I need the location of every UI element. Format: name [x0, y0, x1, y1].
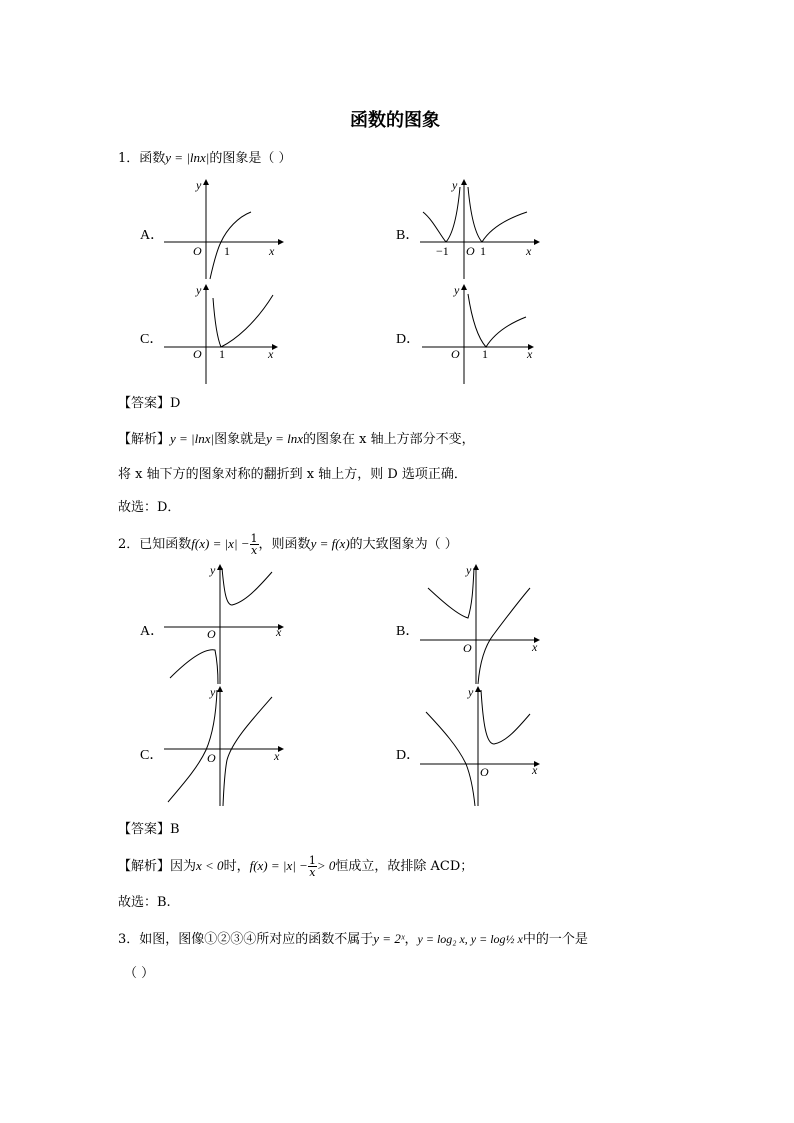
tick-neg1-label: −1 [436, 244, 449, 258]
origin-label: O [193, 347, 202, 361]
y-axis-arrow [461, 179, 467, 185]
curve-left [170, 650, 218, 684]
q1-analysis-suffix: 的图象在 x 轴上方部分不变， [303, 432, 475, 447]
y-axis-label: y [196, 178, 202, 192]
x-axis-label: x [268, 347, 274, 361]
curve [468, 294, 526, 347]
q1-analysis-prefix: 【解析】 [118, 432, 171, 447]
tick-1-label: 1 [482, 347, 488, 361]
q2-graph-d [418, 682, 548, 810]
q3-stem-line2: （ ） [124, 966, 155, 981]
curve [213, 295, 273, 347]
q1-answer: 【答案】D [118, 396, 181, 411]
q2-analysis-suffix: 恒成立，故排除 ACD； [335, 859, 474, 874]
q1-stem-math: y = |lnx| [165, 150, 210, 165]
tick-1-label: 1 [219, 347, 225, 361]
q3-stem-math2: y = log₂ x, y = log½ x [417, 932, 523, 946]
q1-graph-a [160, 175, 285, 283]
x-axis-label: x [274, 749, 280, 763]
q2-graph-b [418, 560, 548, 688]
curve-right [481, 690, 530, 744]
curve-ln [210, 212, 251, 279]
q2-graph-c [160, 682, 290, 810]
q2-stem-suffix: 的大致图象为（ ） [349, 537, 458, 552]
x-axis-label: x [276, 625, 282, 639]
q2-stem-math: f(x) = |x| − [191, 536, 250, 551]
origin-label: O [451, 347, 460, 361]
q1-option-d-label: D． [396, 332, 421, 347]
curve-left [168, 690, 217, 802]
q1-option-c-label: C． [140, 332, 164, 347]
origin-label: O [463, 641, 472, 655]
q2-option-c-label: C． [140, 748, 164, 763]
y-axis-label: y [454, 283, 460, 297]
q1-option-a-label: A． [140, 228, 165, 243]
q2-choice: 故选：B. [118, 895, 171, 910]
q3-stem-suffix: 中的一个是 [522, 932, 588, 947]
q1-analysis-math2: y = lnx [266, 431, 304, 446]
y-axis-arrow [217, 686, 223, 692]
curve-right [478, 588, 530, 684]
x-axis-label: x [532, 640, 538, 654]
origin-label: O [480, 765, 489, 779]
q2-stem-fraction [250, 533, 259, 556]
q2-graph-a [160, 560, 290, 688]
q2-analysis-frac-denominator: x [309, 866, 316, 879]
q3-stem [118, 931, 588, 948]
q1-choice: 故选：D． [118, 500, 181, 515]
x-axis-label: x [269, 244, 275, 258]
x-axis-arrow [534, 239, 540, 245]
tick-1-label: 1 [224, 244, 230, 258]
q1-analysis-math1: y = |lnx| [170, 431, 215, 446]
origin-label: O [207, 627, 216, 641]
y-axis-arrow [203, 284, 209, 290]
y-axis-label: y [210, 563, 216, 577]
q2-answer: 【答案】B [118, 822, 180, 837]
q2-frac-numerator: 1 [250, 532, 258, 545]
q1-stem-prefix: 1．函数 [118, 151, 166, 166]
q2-analysis [118, 855, 473, 878]
curve-left-outer [423, 212, 446, 242]
q1-graph-d [418, 280, 543, 388]
y-axis-arrow [203, 179, 209, 185]
y-axis-label: y [196, 283, 202, 297]
x-axis-arrow [278, 239, 284, 245]
tick-1-label: 1 [480, 244, 486, 258]
curve-left [426, 712, 475, 806]
q1-analysis-line1 [118, 431, 475, 448]
q2-stem-math2: y = f(x) [310, 536, 350, 551]
q3-stem-prefix: 3．如图，图像①②③④所对应的函数不属于 [118, 932, 374, 947]
y-axis-label: y [452, 178, 458, 192]
q2-analysis-math3: > 0 [316, 858, 336, 873]
q2-analysis-mid: 时， [223, 859, 250, 874]
q2-option-b-label: B． [396, 624, 420, 639]
q2-analysis-fraction [308, 855, 317, 878]
q2-stem-prefix: 2．已知函数 [118, 537, 192, 552]
x-axis-label: x [526, 244, 532, 258]
q3-stem-mid: ， [404, 932, 418, 947]
origin-label: O [207, 751, 216, 765]
q2-analysis-math1: x < 0 [196, 858, 224, 873]
q1-analysis-mid: 图象就是 [214, 432, 267, 447]
q2-stem-mid: ，则函数 [258, 537, 311, 552]
q2-option-d-label: D． [396, 748, 421, 763]
y-axis-label: y [466, 563, 472, 577]
y-axis-label: y [210, 685, 216, 699]
q1-stem-suffix: 的图象是（ ） [209, 151, 292, 166]
q2-stem [118, 533, 458, 556]
curve-right-inner [468, 187, 482, 242]
origin-label: O [466, 244, 475, 258]
q2-frac-denominator: x [250, 544, 258, 557]
q2-analysis-prefix: 【解析】因为 [118, 859, 197, 874]
x-axis-label: x [527, 347, 533, 361]
curve-right [223, 697, 272, 806]
page-title: 函数的图象 [350, 110, 440, 131]
curve-right-outer [482, 212, 527, 242]
q1-stem [118, 150, 292, 167]
q1-graph-c [160, 280, 285, 388]
q1-analysis-line2: 将 x 轴下方的图象对称的翻折到 x 轴上方，则 D 选项正确． [118, 467, 467, 482]
q1-option-b-label: B． [396, 228, 420, 243]
y-axis-label: y [468, 685, 474, 699]
y-axis-arrow [475, 686, 481, 692]
curve-right [222, 568, 272, 605]
q2-analysis-frac-numerator: 1 [308, 854, 316, 867]
q3-stem-math1: y = 2ˣ [373, 931, 405, 946]
q2-analysis-math2: f(x) = |x| − [249, 858, 308, 873]
x-axis-label: x [532, 763, 538, 777]
curve-left-inner [446, 187, 460, 242]
y-axis-arrow [461, 284, 467, 290]
q2-option-a-label: A． [140, 624, 165, 639]
origin-label: O [193, 244, 202, 258]
q1-graph-b [418, 175, 543, 283]
